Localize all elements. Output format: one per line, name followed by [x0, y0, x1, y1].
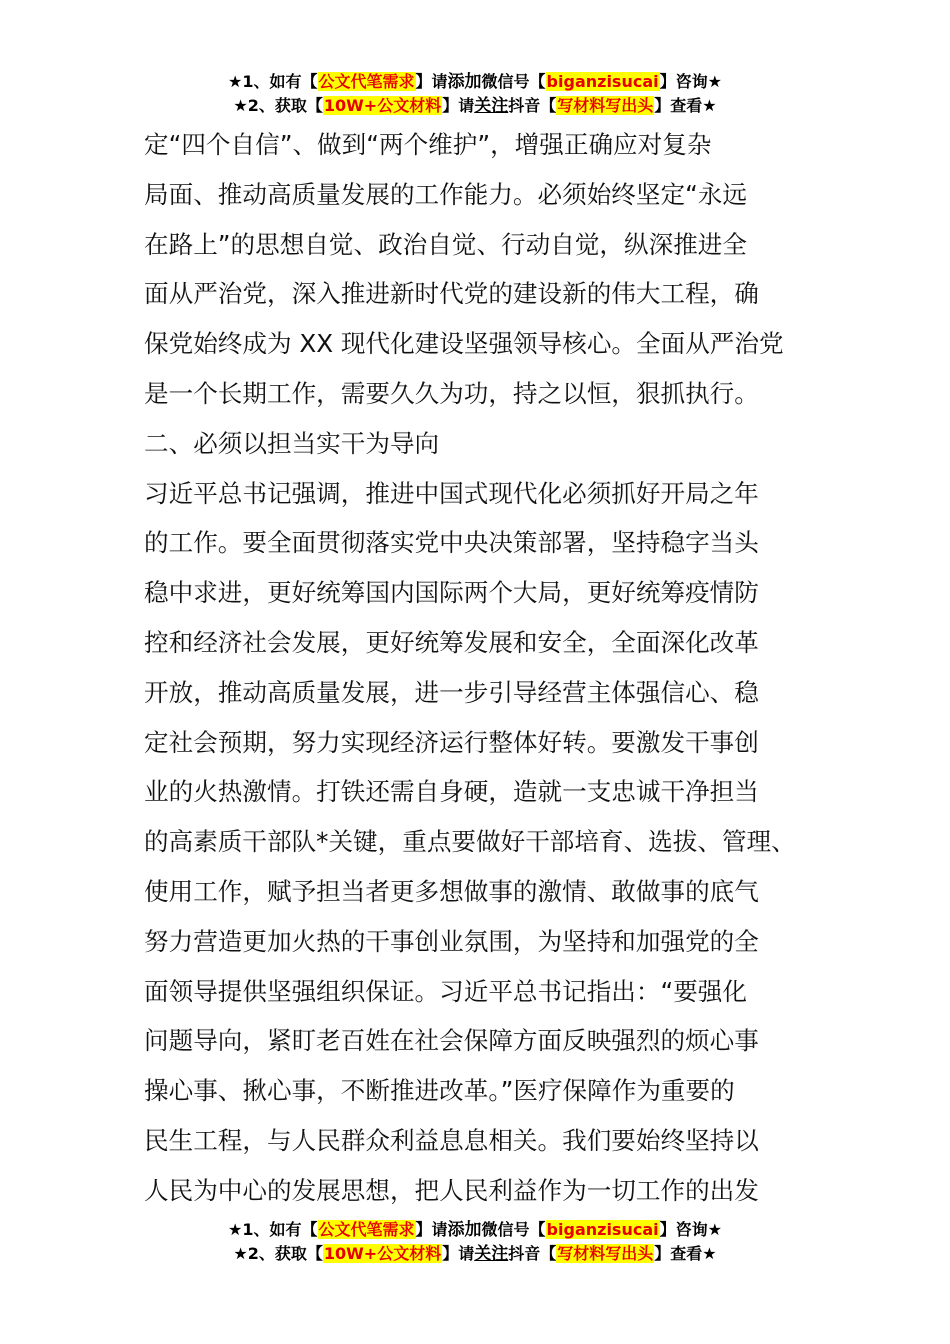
banner-text: ★1、如有【 — [228, 72, 318, 91]
banner-text: 】请 — [442, 1244, 475, 1263]
section-heading: 二、必须以担当实干为导向 — [144, 428, 440, 458]
body-line: 是一个长期工作，需要久久为功，持之以恒，狠抓执行。 — [144, 378, 759, 408]
body-line: 面从严治党，深入推进新时代党的建设新的伟大工程，确 — [144, 279, 759, 309]
header-banner — [0, 70, 950, 118]
banner-emphasis: 添加 — [447, 72, 482, 92]
body-line: 操心事、揪心事，不断推进改革。”医疗保障作为重要的 — [144, 1076, 735, 1106]
banner-text: ★2、获取【 — [233, 96, 323, 115]
banner-text: 】请 — [415, 1220, 448, 1239]
body-line: 问题导向，紧盯老百姓在社会保障方面反映强烈的烦心事 — [144, 1026, 759, 1056]
body-line: 定“四个自信”、做到“两个维护”，增强正确应对复杂 — [144, 130, 712, 159]
body-line: 面领导提供坚强组织保证。习近平总书记指出：“要强化 — [144, 976, 747, 1006]
banner-text: 抖音【 — [508, 1244, 557, 1263]
banner-text: 】咨询★ — [659, 72, 722, 91]
banner-highlight: biganzisucai — [546, 1220, 659, 1239]
body-line: 的高素质干部队*关键，重点要做好干部培育、选拔、管理、 — [144, 827, 796, 857]
body-line: 使用工作，赋予担当者更多想做事的激情、敢做事的底气 — [144, 876, 759, 906]
body-line: 人民为中心的发展思想，把人民利益作为一切工作的出发 — [144, 1175, 759, 1205]
banner-highlight: 写材料写出头 — [557, 1244, 654, 1263]
body-line: 在路上”的思想自觉、政治自觉、行动自觉，纵深推进全 — [144, 229, 747, 259]
body-line: 努力营造更加火热的干事创业氛围，为坚持和加强党的全 — [144, 926, 759, 956]
banner-line-1 — [0, 70, 950, 94]
banner-text: 】查看★ — [654, 96, 717, 115]
banner-text: 】请 — [442, 96, 475, 115]
body-line: 保党始终成为 XX 现代化建设坚强领导核心。全面从严治党 — [144, 329, 784, 359]
body-line: 稳中求进，更好统筹国内国际两个大局，更好统筹疫情防 — [144, 578, 759, 608]
banner-text: 】查看★ — [654, 1244, 717, 1263]
body-line: 控和经济社会发展，更好统筹发展和安全，全面深化改革 — [144, 627, 759, 657]
body-line: 开放，推动高质量发展，进一步引导经营主体强信心、稳 — [144, 677, 759, 707]
body-line: 习近平总书记强调，推进中国式现代化必须抓好开局之年 — [144, 478, 759, 508]
banner-text: ★2、获取【 — [233, 1244, 323, 1263]
footer-banner — [0, 1218, 950, 1266]
banner-highlight: 公文代笔需求 — [318, 1220, 415, 1239]
body-line: 的工作。要全面贯彻落实党中央决策部署，坚持稳字当头 — [144, 528, 759, 558]
banner-highlight: 10W+公文材料 — [323, 96, 442, 115]
banner-text: 微信号【 — [481, 1220, 546, 1239]
banner-text: 抖音【 — [508, 96, 557, 115]
banner-emphasis: 添加 — [447, 1220, 482, 1240]
body-line: 业的火热激情。打铁还需自身硬，造就一支忠诚干净担当 — [144, 777, 759, 807]
banner-line-1 — [0, 1218, 950, 1242]
banner-text: ★1、如有【 — [228, 1220, 318, 1239]
banner-text: 】请 — [415, 72, 448, 91]
banner-highlight: 公文代笔需求 — [318, 72, 415, 91]
banner-highlight: biganzisucai — [546, 72, 659, 91]
body-line: 民生工程，与人民群众利益息息相关。我们要始终坚持以 — [144, 1125, 759, 1155]
body-line: 局面、推动高质量发展的工作能力。必须始终坚定“永远 — [144, 179, 747, 209]
document-body — [144, 120, 824, 1216]
banner-emphasis: 关注 — [474, 1244, 509, 1264]
banner-highlight: 写材料写出头 — [557, 96, 654, 115]
banner-line-2 — [0, 94, 950, 118]
banner-line-2 — [0, 1242, 950, 1266]
banner-highlight: 10W+公文材料 — [323, 1244, 442, 1263]
banner-text: 】咨询★ — [659, 1220, 722, 1239]
banner-emphasis: 关注 — [474, 96, 509, 116]
banner-text: 微信号【 — [481, 72, 546, 91]
body-line: 定社会预期，努力实现经济运行整体好转。要激发干事创 — [144, 727, 759, 757]
